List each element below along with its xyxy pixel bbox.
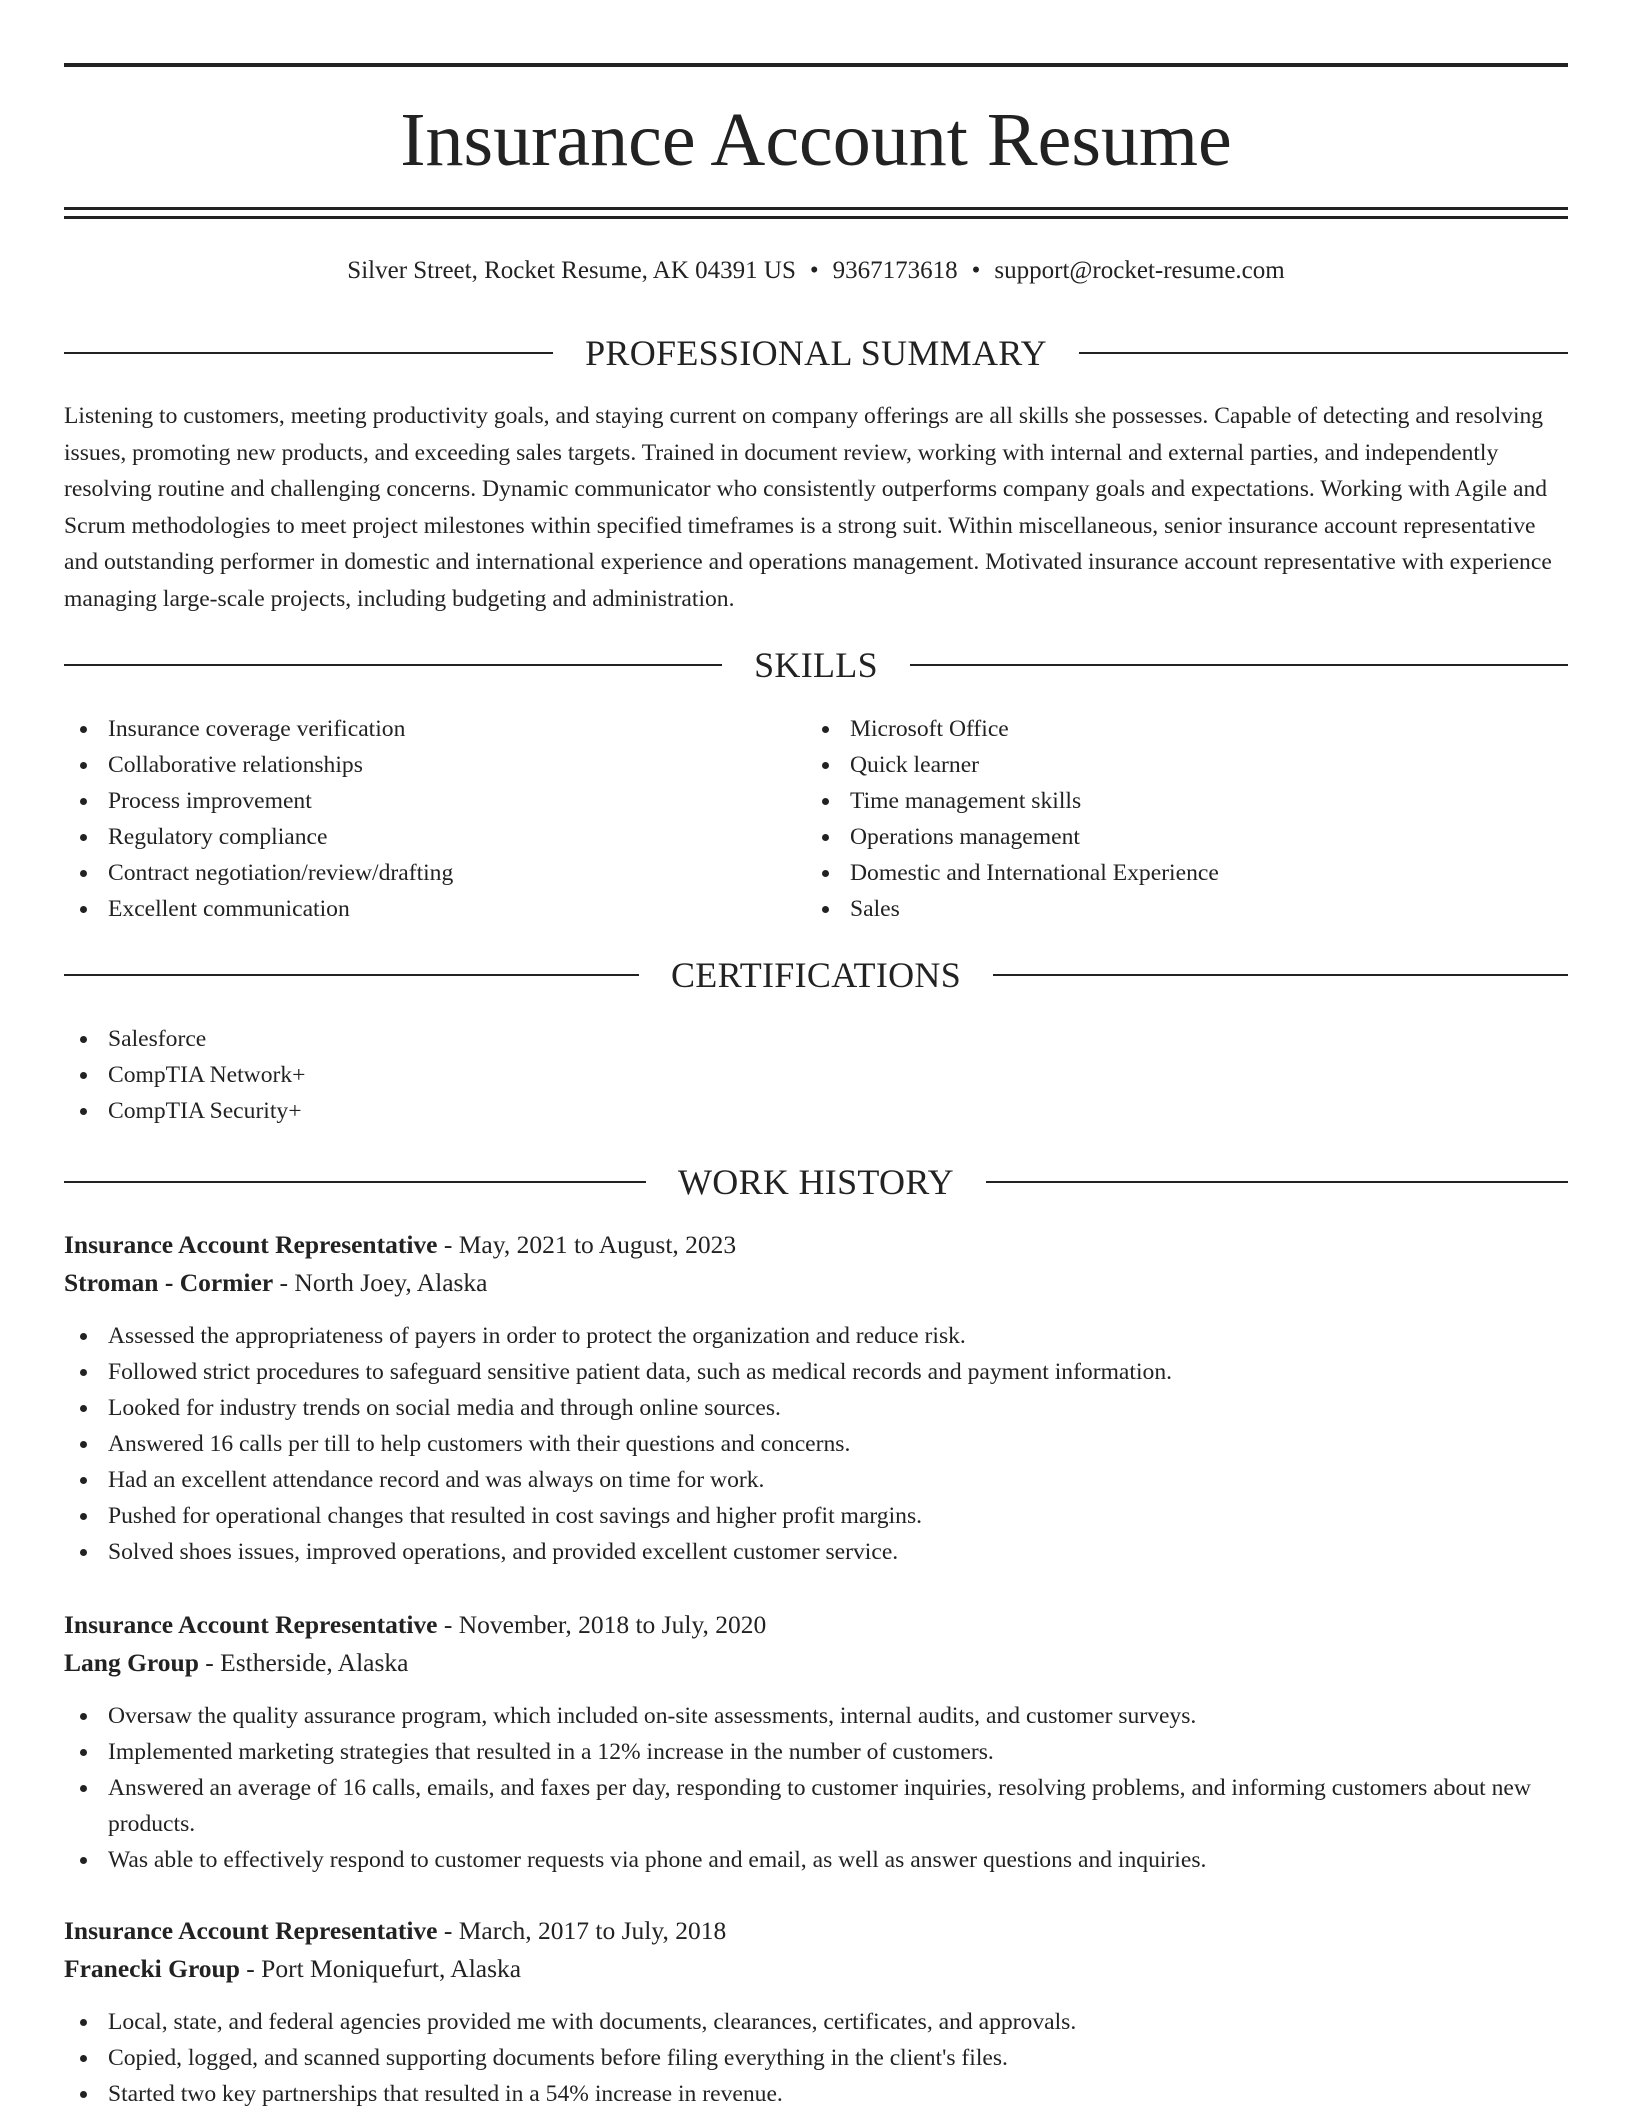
resume-title: Insurance Account Resume (400, 98, 1232, 182)
job-bullet: Pushed for operational changes that resulted in cost savings and higher profit margins. (64, 1498, 1568, 1534)
job-dates: - March, 2017 to July, 2018 (437, 1916, 727, 1945)
job-bullet: Solved shoes issues, improved operations, and provided excellent customer service. (64, 1534, 1568, 1570)
job-title: Insurance Account Representative (64, 1916, 438, 1945)
job-bullet: Answered an average of 16 calls, emails, and faxes per day, responding to customer inquiries, resolving problems, and informing customers about new products. (64, 1770, 1568, 1842)
certification-item: CompTIA Security+ (64, 1093, 1568, 1129)
section-title: WORK HISTORY (678, 1162, 954, 1202)
job-title-line (64, 1912, 1568, 1950)
skill-item: Microsoft Office (806, 711, 1566, 747)
job-dates: - May, 2021 to August, 2023 (437, 1230, 737, 1259)
skill-item: Contract negotiation/review/drafting (64, 855, 804, 891)
section-title: PROFESSIONAL SUMMARY (585, 333, 1047, 373)
skill-item: Domestic and International Experience (806, 855, 1566, 891)
header-bottom-rule-second (64, 216, 1568, 219)
section-title: SKILLS (754, 645, 878, 685)
job-location: - North Joey, Alaska (273, 1268, 488, 1297)
section-heading-work-history (64, 1160, 1568, 1204)
job-title-line (64, 1606, 1568, 1644)
skill-item: Process improvement (64, 783, 804, 819)
section-heading-summary (64, 331, 1568, 375)
heading-rule-right (986, 1181, 1568, 1183)
contact-separator: • (809, 257, 819, 284)
skill-item: Sales (806, 891, 1566, 927)
contact-address: Silver Street, Rocket Resume, AK 04391 US (347, 257, 796, 284)
certifications-list (64, 1021, 1568, 1129)
skills-list-right (806, 711, 1566, 927)
heading-rule-right (910, 664, 1568, 666)
job-location: - Port Moniquefurt, Alaska (239, 1954, 522, 1983)
job-company-line (64, 1264, 1568, 1302)
job-title: Insurance Account Representative (64, 1610, 438, 1639)
job-bullets (64, 1698, 1568, 1878)
contact-phone: 9367173618 (832, 257, 958, 284)
section-title: CERTIFICATIONS (670, 955, 962, 995)
summary-text: Listening to customers, meeting productivity goals, and staying current on company offerings are all skills she possesses. Capable of detecting and resolving issues, promoting new products, and exceeding sales targets. Trained in document review, working with internal and external parties, and independently resolving routine and challenging concerns. Dynamic communicator who consistently outperforms company goals and expectations. Working with Agile and Scrum methodologies to meet project milestones within specified timeframes is a strong suit. Within miscellaneous, senior insurance account representative and outstanding performer in domestic and international experience and operations management. Motivated insurance account representative with experience managing large-scale projects, including budgeting and administration. (64, 403, 1552, 612)
job-location: - Estherside, Alaska (198, 1648, 409, 1677)
job-bullet: Followed strict procedures to safeguard sensitive patient data, such as medical records and payment information. (64, 1354, 1568, 1390)
job-company-line (64, 1950, 1568, 1988)
job-bullet: Local, state, and federal agencies provided me with documents, clearances, certificates, and approvals. (64, 2004, 1568, 2040)
heading-rule-right (1079, 352, 1568, 354)
skill-item: Collaborative relationships (64, 747, 804, 783)
job-entry (64, 1606, 1568, 1878)
job-bullet: Had an excellent attendance record and was always on time for work. (64, 1462, 1568, 1498)
certification-item: CompTIA Network+ (64, 1057, 1568, 1093)
job-title-line (64, 1226, 1568, 1264)
job-bullet: Looked for industry trends on social media and through online sources. (64, 1390, 1568, 1426)
job-bullet: Oversaw the quality assurance program, which included on-site assessments, internal audits, and customer surveys. (64, 1698, 1568, 1734)
job-bullet: Answered 16 calls per till to help customers with their questions and concerns. (64, 1426, 1568, 1462)
job-entry (64, 1912, 1568, 2112)
header-top-rule (64, 63, 1568, 67)
job-bullet: Was able to effectively respond to customer requests via phone and email, as well as answer questions and inquiries. (64, 1842, 1568, 1878)
job-bullet: Assessed the appropriateness of payers in order to protect the organization and reduce risk. (64, 1318, 1568, 1354)
heading-rule-left (64, 664, 722, 666)
heading-rule-left (64, 352, 553, 354)
job-dates: - November, 2018 to July, 2020 (437, 1610, 767, 1639)
heading-rule-left (64, 1181, 646, 1183)
job-company: Lang Group (64, 1648, 199, 1677)
section-heading-skills (64, 643, 1568, 687)
skill-item: Operations management (806, 819, 1566, 855)
certification-item: Salesforce (64, 1021, 1568, 1057)
job-title: Insurance Account Representative (64, 1230, 438, 1259)
skill-item: Insurance coverage verification (64, 711, 804, 747)
heading-rule-left (64, 974, 639, 976)
header-bottom-rule (64, 207, 1568, 210)
job-company: Stroman - Cormier (64, 1268, 274, 1297)
section-heading-certifications (64, 953, 1568, 997)
job-bullet: Started two key partnerships that resulted in a 54% increase in revenue. (64, 2076, 1568, 2112)
skill-item: Time management skills (806, 783, 1566, 819)
skills-list-left (64, 711, 804, 927)
skill-item: Regulatory compliance (64, 819, 804, 855)
job-company: Franecki Group (64, 1954, 240, 1983)
contact-line (64, 254, 1568, 288)
job-entry (64, 1226, 1568, 1570)
job-company-line (64, 1644, 1568, 1682)
heading-rule-right (993, 974, 1568, 976)
contact-email: support@rocket-resume.com (994, 257, 1285, 284)
skill-item: Quick learner (806, 747, 1566, 783)
skill-item: Excellent communication (64, 891, 804, 927)
job-bullet: Copied, logged, and scanned supporting documents before filing everything in the client's files. (64, 2040, 1568, 2076)
contact-separator: • (971, 257, 981, 284)
job-bullets (64, 1318, 1568, 1570)
job-bullets (64, 2004, 1568, 2112)
job-bullet: Implemented marketing strategies that resulted in a 12% increase in the number of customers. (64, 1734, 1568, 1770)
